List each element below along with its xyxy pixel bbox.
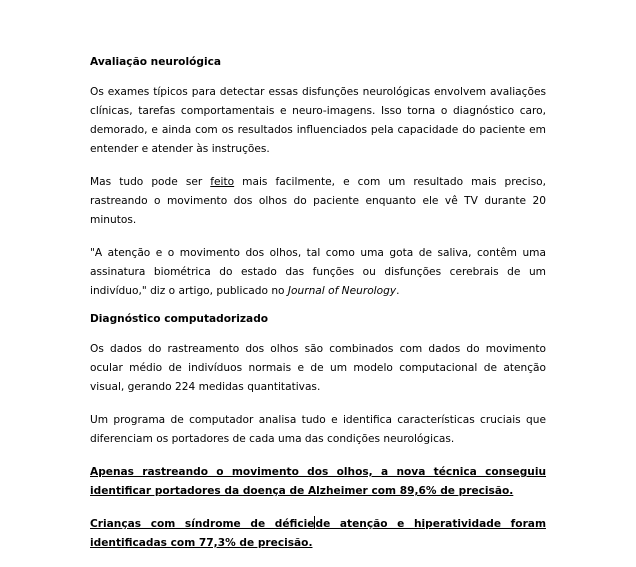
journal-name: Journal of Neurology: [287, 285, 397, 297]
quote-end: .: [396, 285, 400, 297]
highlight-adhd-end: de atenção e hiperatividade foram identificadas com 77,3% de precisão.: [90, 518, 546, 549]
paragraph-quote[interactable]: [90, 244, 546, 301]
paragraph-typical-exams[interactable]: Os exames típicos para detectar essas disfunções neurológicas envolvem avaliações clínicas, tarefas comportamentais e neuro-imagens. Isso torna o diagnóstico caro, demorado, e ainda com os resultados influenciados pela capacidade do paciente em entender e atender às instruções.: [90, 86, 546, 155]
paragraph-eye-tracking[interactable]: [90, 173, 546, 230]
highlight-adhd[interactable]: [90, 515, 546, 553]
highlight-alzheimer[interactable]: Apenas rastreando o movimento dos olhos, a nova técnica conseguiu identificar portadores da doença de Alzheimer com 89,6% de precisão.: [90, 466, 546, 497]
article-body: [90, 56, 546, 567]
highlight-adhd-start: Crianças com síndrome de déficie: [90, 518, 315, 530]
quote-text: "A atenção e o movimento dos olhos, tal como uma gota de saliva, contêm uma assinatura biométrica do estado das funções ou disfunções cerebrais de um indivíduo," diz o artigo, publicado no: [90, 247, 546, 297]
paragraph-eye-tracking-end: mais facilmente, e com um resultado mais preciso, rastreando o movimento dos olhos do paciente enquanto ele vê TV durante 20 minutos.: [90, 176, 546, 226]
paragraph-eye-tracking-start: Mas tudo pode ser: [90, 176, 211, 188]
paragraph-data-combination[interactable]: Os dados do rastreamento dos olhos são combinados com dados do movimento ocular médio de indivíduos normais e de um modelo computacional de atenção visual, gerando 224 medidas quantitativas.: [90, 343, 546, 393]
section-heading-neurological-evaluation: Avaliação neurológica: [90, 56, 222, 68]
section-heading-computerized-diagnosis: Diagnóstico computadorizado: [90, 313, 269, 325]
paragraph-program-analysis[interactable]: Um programa de computador analisa tudo e identifica características cruciais que diferenciam os portadores de cada uma das condições neurológicas.: [90, 414, 546, 445]
feito-link[interactable]: feito: [210, 176, 235, 188]
